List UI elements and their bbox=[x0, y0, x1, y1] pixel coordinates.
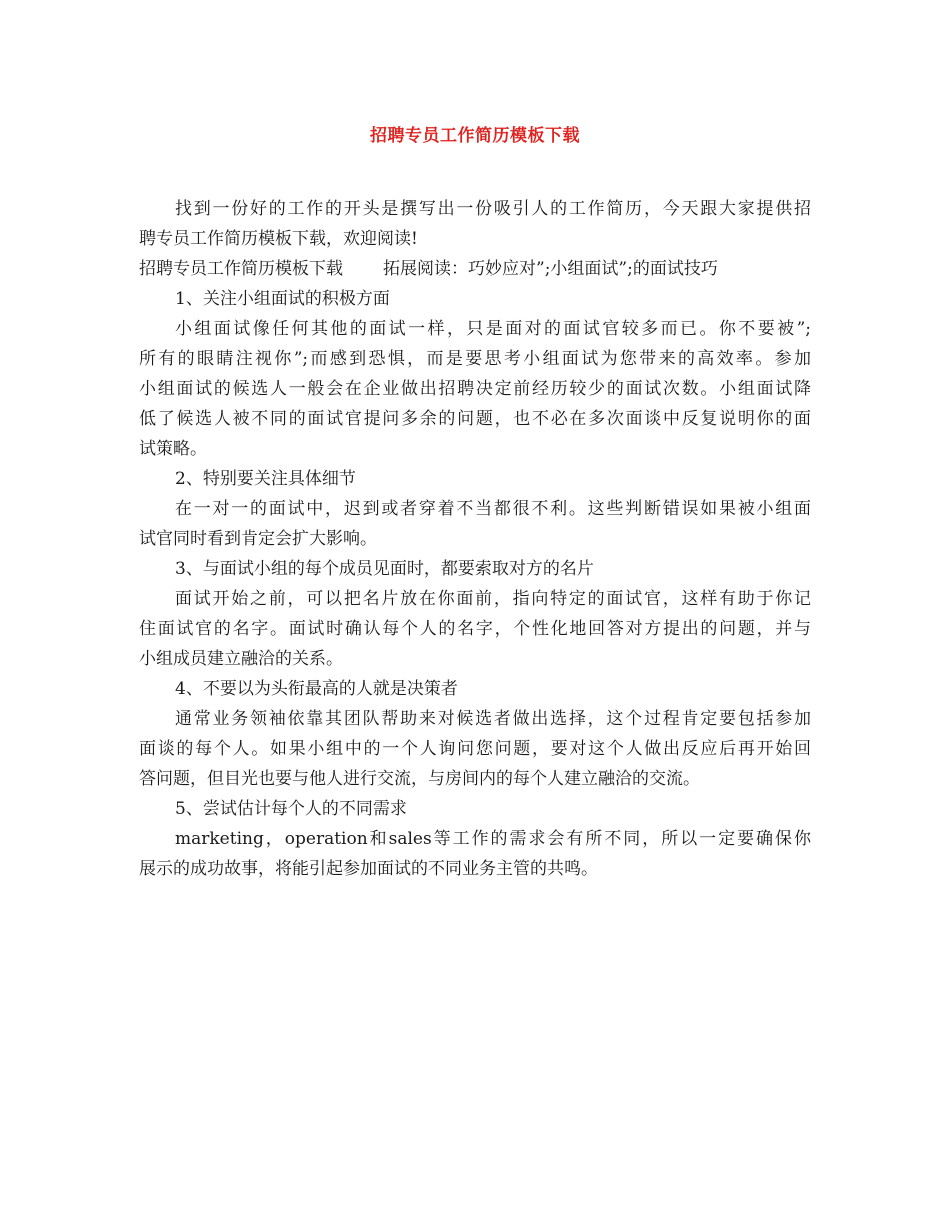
section-heading: 5、尝试估计每个人的不同需求 bbox=[175, 799, 407, 819]
intro-line: 找到一份好的工作的开头是撰写出一份吸引人的工作简历，今天跟大家提供招 bbox=[175, 199, 811, 219]
paragraph-line: marketing，operation和sales等工作的需求会有所不同，所以一定要确保你 bbox=[175, 829, 811, 849]
paragraph-line: 试官同时看到肯定会扩大影响。 bbox=[139, 529, 377, 549]
paragraph-line: 小组面试像任何其他的面试一样，只是面对的面试官较多而已。你不要被”; bbox=[175, 319, 811, 339]
paragraph-line: 答问题，但目光也要与他人进行交流，与房间内的每个人建立融洽的交流。 bbox=[139, 769, 700, 789]
paragraph-line: 低了候选人被不同的面试官提问多余的问题，也不必在多次面谈中反复说明你的面 bbox=[139, 409, 811, 429]
paragraph-line: 面试开始之前，可以把名片放在你面前，指向特定的面试官，这样有助于你记 bbox=[175, 589, 811, 609]
subheading-left: 招聘专员工作简历模板下载 bbox=[139, 259, 343, 279]
paragraph-line: 在一对一的面试中，迟到或者穿着不当都很不利。这些判断错误如果被小组面 bbox=[175, 499, 811, 519]
section-heading: 3、与面试小组的每个成员见面时，都要索取对方的名片 bbox=[175, 559, 594, 579]
subheading-right: 拓展阅读：巧妙应对”;小组面试”;的面试技巧 bbox=[383, 259, 718, 279]
document-title: 招聘专员工作简历模板下载 bbox=[370, 126, 580, 146]
paragraph-line: 试策略。 bbox=[139, 439, 207, 459]
paragraph-line: 小组面试的候选人一般会在企业做出招聘决定前经历较少的面试次数。小组面试降 bbox=[139, 379, 811, 399]
section-heading: 4、不要以为头衔最高的人就是决策者 bbox=[175, 679, 458, 699]
paragraph-line: 所有的眼睛注视你”;而感到恐惧，而是要思考小组面试为您带来的高效率。参加 bbox=[139, 349, 811, 369]
paragraph-line: 小组成员建立融洽的关系。 bbox=[139, 649, 343, 669]
document-body bbox=[139, 194, 811, 884]
intro-line: 聘专员工作简历模板下载，欢迎阅读! bbox=[139, 229, 418, 249]
paragraph-line: 展示的成功故事，将能引起参加面试的不同业务主管的共鸣。 bbox=[139, 859, 598, 879]
subheading-line bbox=[139, 254, 811, 284]
section-heading: 2、特别要关注具体细节 bbox=[175, 469, 356, 489]
paragraph-line: 住面试官的名字。面试时确认每个人的名字，个性化地回答对方提出的问题，并与 bbox=[139, 619, 811, 639]
paragraph-line: 面谈的每个人。如果小组中的一个人询问您问题，要对这个人做出反应后再开始回 bbox=[139, 739, 811, 759]
section-heading: 1、关注小组面试的积极方面 bbox=[175, 289, 390, 309]
paragraph-line: 通常业务领袖依靠其团队帮助来对候选者做出选择，这个过程肯定要包括参加 bbox=[175, 709, 811, 729]
